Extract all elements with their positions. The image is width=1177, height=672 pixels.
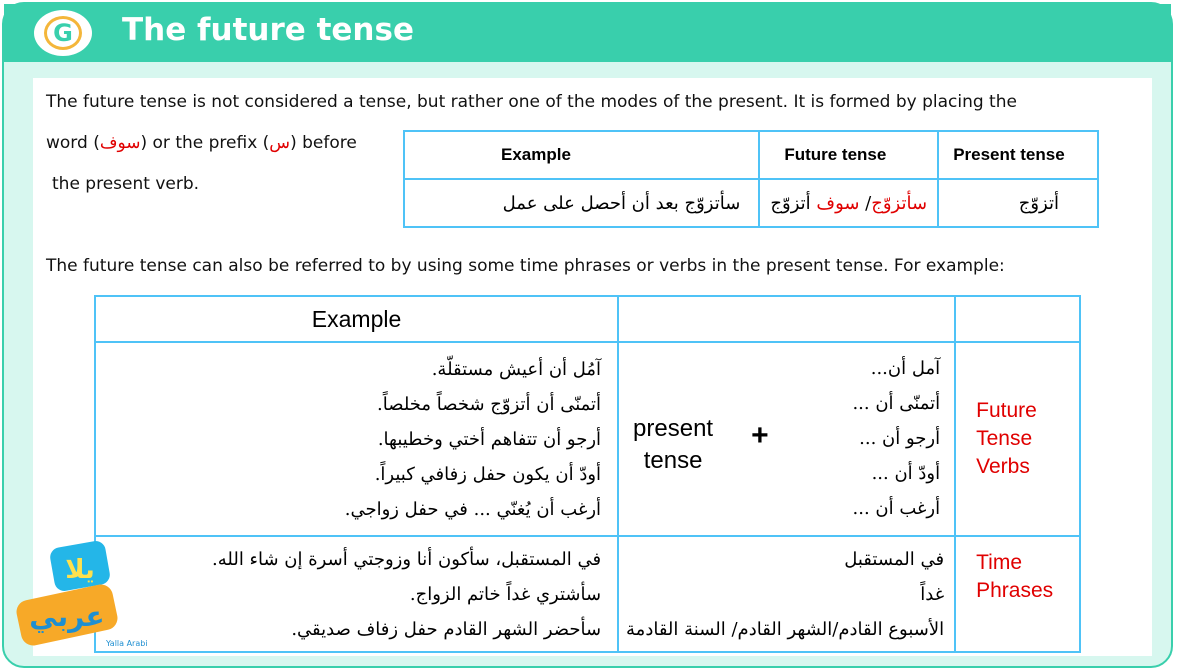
time-phrases-label: Time Phrases <box>976 551 1054 602</box>
future-tense-table <box>403 130 1099 228</box>
header-empty <box>618 296 955 342</box>
yalla-arabi-mascot-icon <box>14 540 148 652</box>
plus-sign: + <box>751 419 769 452</box>
present-cell: أتزوّج <box>938 179 1098 227</box>
list-item: آمل أن... <box>870 358 941 379</box>
intro-text: ) before <box>290 133 357 153</box>
examples-table <box>94 295 1081 653</box>
mascot-text-bottom: عربي <box>29 600 105 633</box>
intro-line-2 <box>46 133 357 153</box>
header-example: Example <box>95 296 618 342</box>
present-tense-label: present tense <box>633 415 714 474</box>
table-row <box>404 131 1098 179</box>
page-title: The future tense <box>122 12 414 48</box>
list-item: الأسبوع القادم/الشهر القادم/ السنة القادمة <box>626 618 945 640</box>
example-cell: سأتزوّج بعد أن أحصل على عمل <box>404 179 759 227</box>
intro-line-1: The future tense is not considered a tense, but rather one of the modes of the present. It is formed by placing the <box>46 92 1017 112</box>
header-example: Example <box>404 131 759 179</box>
list-item: أرجو أن ... <box>859 428 941 449</box>
table-row <box>404 179 1098 227</box>
header-future-tense: Future tense <box>759 131 938 179</box>
content-panel <box>33 78 1152 656</box>
table-row <box>95 536 1080 652</box>
sin-prefix: س <box>269 133 291 153</box>
intro-text: ) or the prefix ( <box>140 133 270 153</box>
sawfa-word: سوف <box>99 133 141 153</box>
list-item: أتمنّى أن ... <box>852 393 941 414</box>
header-empty <box>955 296 1080 342</box>
card-frame <box>2 2 1173 668</box>
list-item: سأحضر الشهر القادم حفل زفاف صديقي. <box>291 618 602 640</box>
header-present-tense: Present tense <box>938 131 1098 179</box>
time-phrases <box>618 536 955 652</box>
future-verbs-label-cell <box>955 342 1080 536</box>
verb-examples <box>95 342 618 536</box>
list-item: أرغب أن ... <box>852 498 941 519</box>
list-item: آمُل أن أعيش مستقلّة. <box>431 358 602 380</box>
future-cell <box>759 179 938 227</box>
mascot-caption: Yalla Arabi <box>106 639 148 648</box>
list-item: أرغب أن يُغنّي ... في حفل زواجي. <box>344 498 602 520</box>
future-form-sin: سأتزوّج <box>871 192 928 214</box>
logo-icon: G <box>44 16 82 50</box>
table-row <box>95 296 1080 342</box>
list-item: أتمنّى أن أتزوّج شخصاً مخلصاً. <box>377 393 602 415</box>
list-item: غداً <box>920 583 945 605</box>
header-bar <box>4 4 1171 62</box>
also-line: The future tense can also be referred to by using some time phrases or verbs in the present tense. For example: <box>46 256 1005 276</box>
list-item: في المستقبل <box>844 548 945 570</box>
logo <box>34 10 92 56</box>
verb-phrases <box>790 351 940 526</box>
verb-formula <box>618 342 955 536</box>
time-examples <box>95 536 618 652</box>
mascot-text-top: يلا <box>65 555 95 585</box>
list-item: سأشتري غداً خاتم الزواج. <box>409 583 602 605</box>
list-item: في المستقبل، سأكون أنا وزوجتي أسرة إن شاء الله. <box>212 548 602 570</box>
intro-line-3: the present verb. <box>52 174 200 194</box>
future-form-sawfa: سوف <box>816 192 860 214</box>
separator: / <box>859 192 872 214</box>
list-item: أودّ أن يكون حفل زفافي كبيراً. <box>374 463 602 485</box>
list-item: أودّ أن ... <box>871 463 941 484</box>
future-verb: أتزوّج <box>770 192 817 214</box>
table-row <box>95 342 1080 536</box>
intro-text: word ( <box>46 133 100 153</box>
list-item: أرجو أن تتفاهم أختي وخطيبها. <box>377 428 602 450</box>
time-phrases-label-cell <box>955 536 1080 652</box>
future-verbs-label: Future Tense Verbs <box>976 399 1037 478</box>
